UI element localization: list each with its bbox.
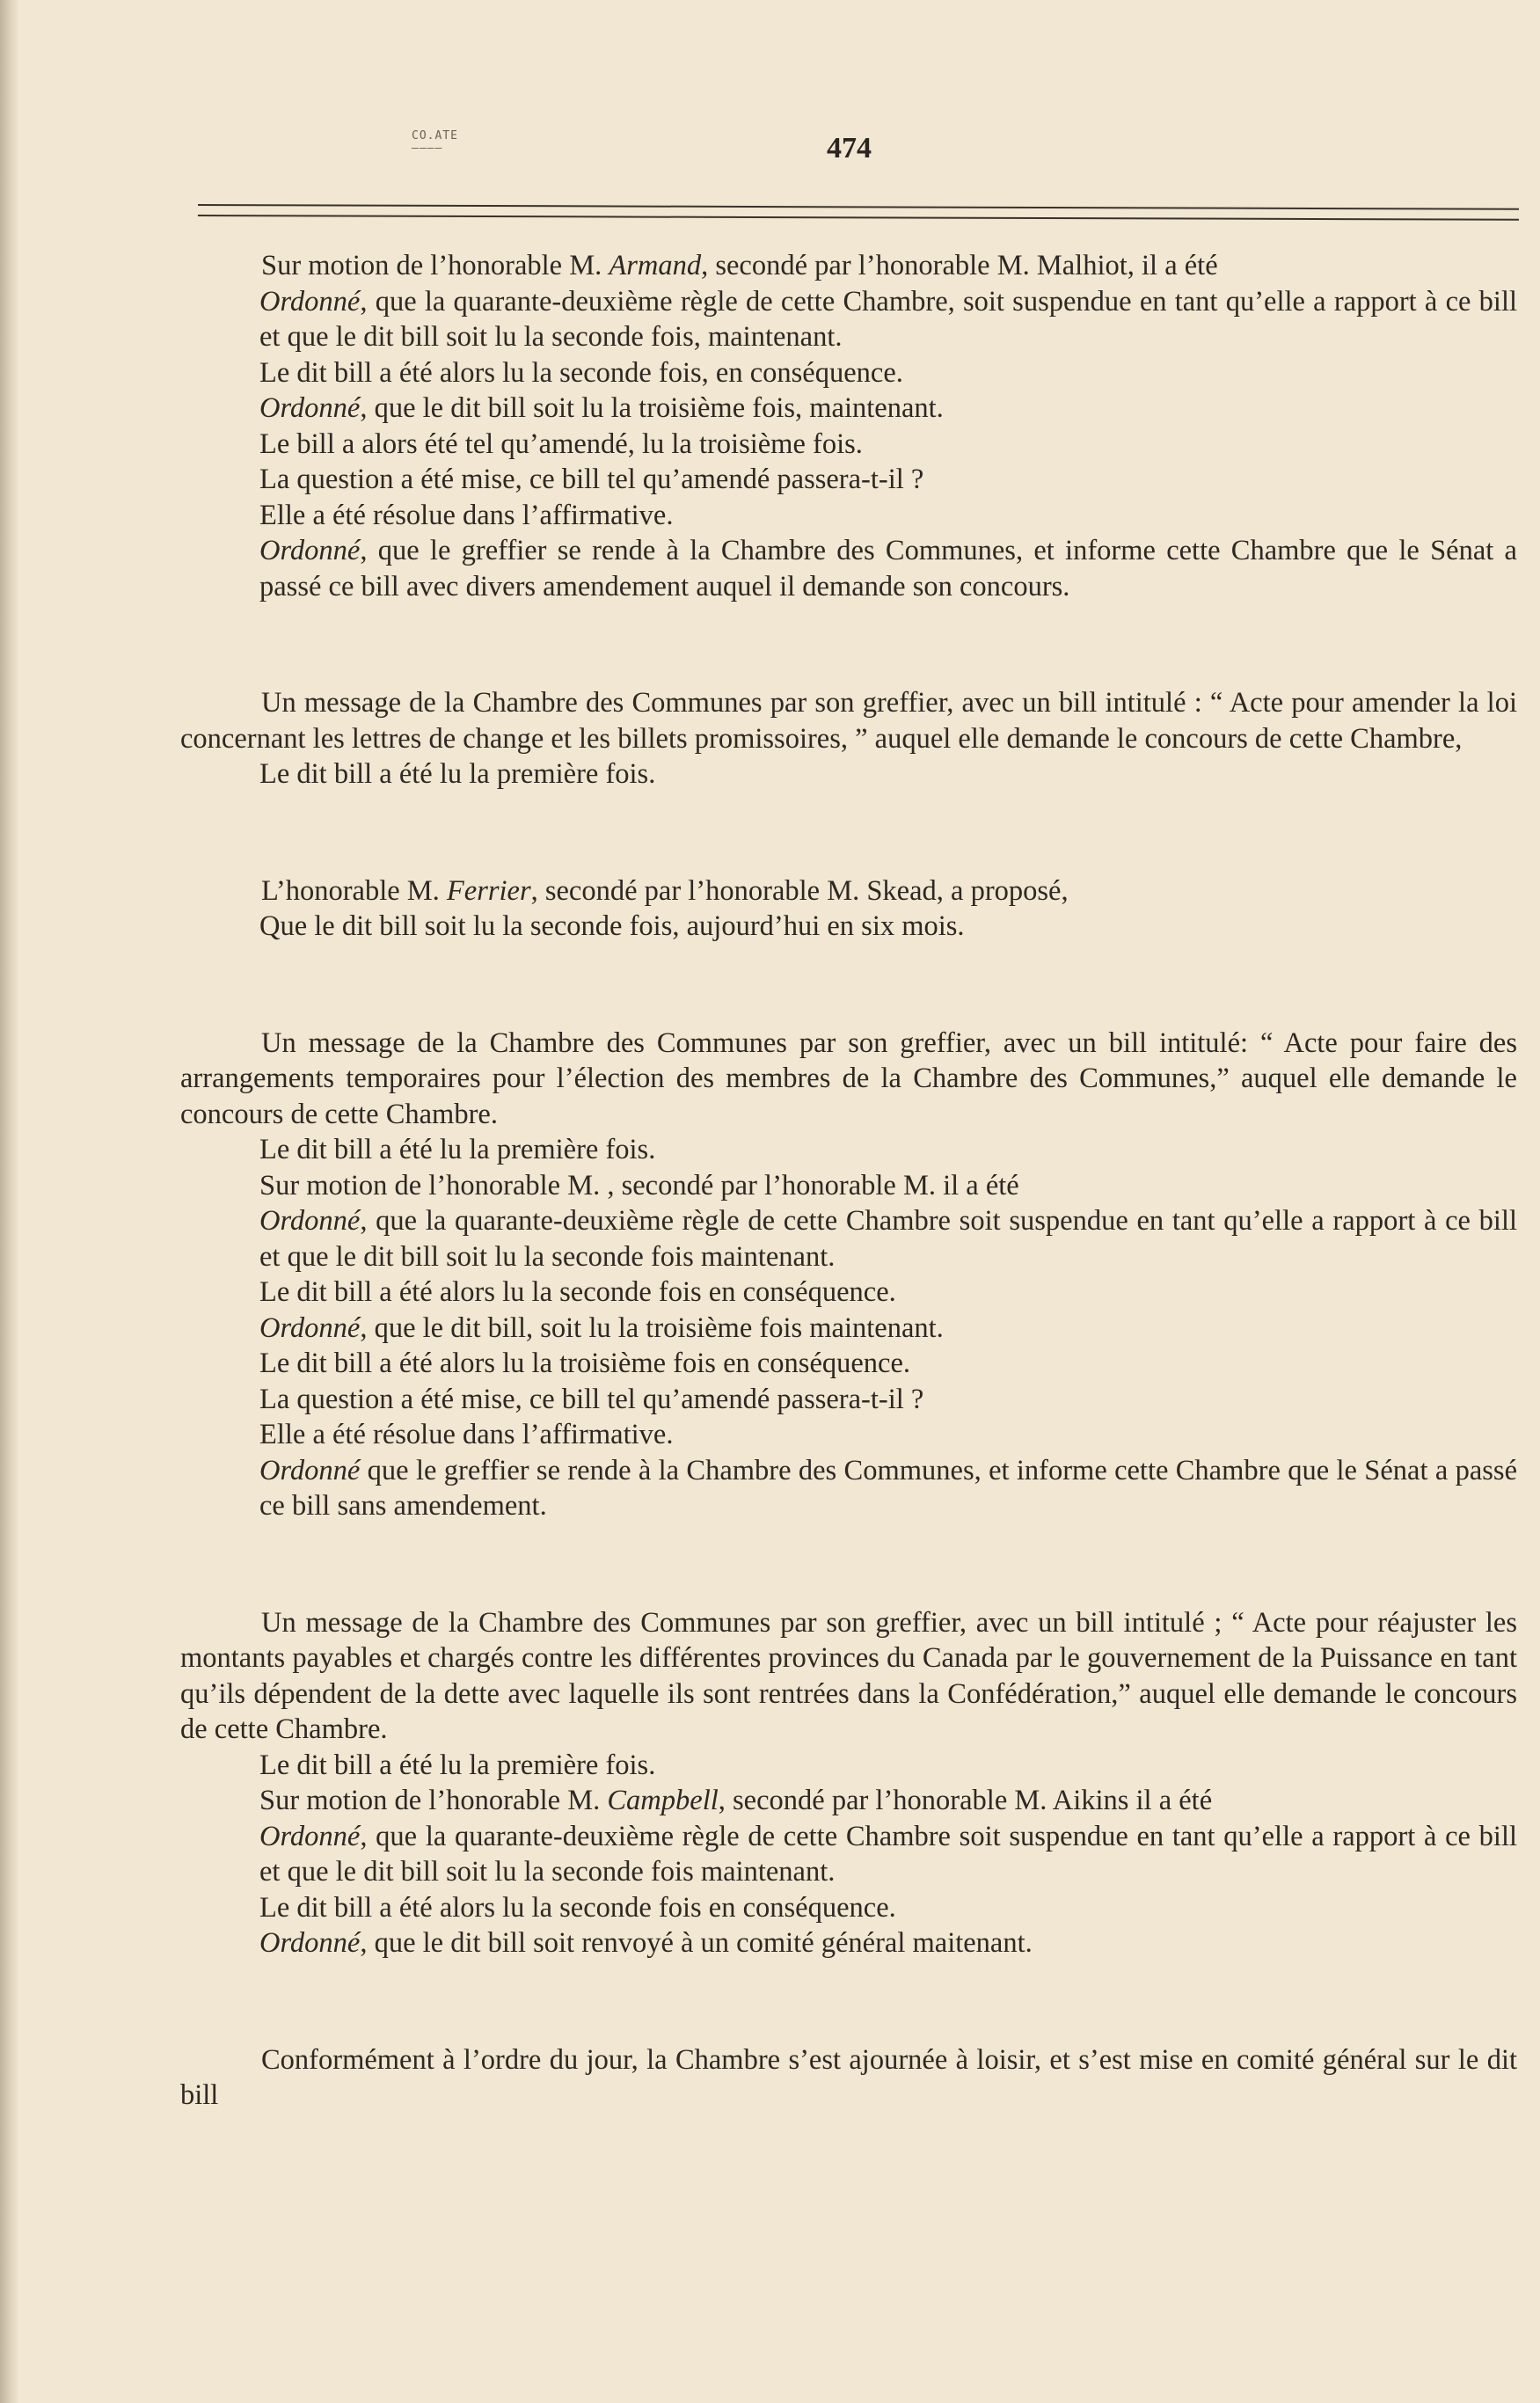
paragraph-text: Un message de la Chambre des Communes par son greffier, avec un bill intitulé : “ Acte pour amender la loi concernant les lettres de change et les billets promissoires, ” auquel elle demande le concours de cette Chambre, xyxy=(180,687,1517,755)
entry-paragraph xyxy=(180,1925,1517,1961)
entry-paragraph xyxy=(180,1748,1517,1784)
page-body xyxy=(180,248,1517,2195)
entry-paragraph xyxy=(180,284,1517,355)
entry-paragraph xyxy=(180,1417,1517,1453)
entry-paragraph xyxy=(180,1382,1517,1418)
italic-term: Ordonné xyxy=(259,1311,361,1344)
page-number: 474 xyxy=(827,132,872,164)
library-stamp xyxy=(412,130,482,167)
entry-paragraph xyxy=(180,462,1517,498)
entry-paragraph xyxy=(180,498,1517,534)
paragraph-text: Le dit bill a été alors lu la seconde fois, en conséquence. xyxy=(259,356,903,389)
italic-term: Ferrier xyxy=(446,874,531,907)
paragraph-text: Elle a été résolue dans l’affirmative. xyxy=(259,1419,674,1450)
italic-term: Ordonné xyxy=(259,285,361,318)
entry-paragraph xyxy=(180,873,1517,909)
entry-paragraph xyxy=(180,909,1517,945)
paragraph-text: , que le greffier se rende à la Chambre des Communes, et informe cette Chambre que le Sénat a passé ce bill avec divers amendement auquel il demande son concours. xyxy=(259,535,1517,603)
entry-paragraph xyxy=(180,248,1517,284)
paragraph-text: , que le dit bill soit lu la troisième fois, maintenant. xyxy=(360,392,944,424)
entry-paragraph xyxy=(180,355,1517,391)
paragraph-text: , que la quarante-deuxième règle de cette Chambre soit suspendue en tant qu’elle a rapport à ce bill et que le dit bill soit lu la seconde fois maintenant. xyxy=(259,1205,1517,1273)
paragraph-text: L’honorable M. xyxy=(261,874,447,907)
paragraph-text: , secondé par l’honorable M. Skead, a proposé, xyxy=(530,874,1069,907)
entry-paragraph xyxy=(180,533,1517,604)
paragraph-text: Conformément à l’ordre du jour, la Chambre s’est ajournée à loisir, et s’est mise en comité général sur le dit bill xyxy=(180,2043,1517,2111)
italic-term: Campbell xyxy=(607,1785,719,1816)
paragraph-text: Que le dit bill soit lu la seconde fois, aujourd’hui en six mois. xyxy=(259,910,965,942)
paragraph-text: Un message de la Chambre des Communes par son greffier, avec un bill intitulé ; “ Acte pour réajuster les montants payables et chargés contre les différentes provinces du Canada par le gouvernement de la Puissance en tant qu’ils dépendent de la dette avec laquelle ils sont rentrées dans la Confédération,” auquel elle demande le concours de cette Chambre. xyxy=(180,1606,1517,1745)
entry-block xyxy=(180,2042,1517,2114)
page-spine-shadow xyxy=(0,0,19,2403)
paragraph-text: Sur motion de l’honorable M. xyxy=(261,250,609,281)
italic-term: Ordonné xyxy=(259,1820,361,1852)
entry-paragraph xyxy=(180,1275,1517,1311)
paragraph-text: Elle a été résolue dans l’affirmative. xyxy=(259,499,674,531)
italic-term: Ordonné xyxy=(259,1927,361,1959)
paragraph-text: La question a été mise, ce bill tel qu’amendé passera-t-il ? xyxy=(259,1383,924,1415)
entry-paragraph xyxy=(180,2042,1517,2114)
paragraph-text: , secondé par l’honorable M. Aikins il a été xyxy=(718,1785,1213,1816)
entry-paragraph xyxy=(180,1203,1517,1275)
italic-term: Ordonné xyxy=(259,535,361,566)
paragraph-text: Sur motion de l’honorable M. xyxy=(259,1785,608,1816)
entry-paragraph xyxy=(180,1168,1517,1204)
italic-term: Ordonné xyxy=(259,392,361,424)
paragraph-text: Sur motion de l’honorable M. , secondé par l’honorable M. il a été xyxy=(259,1169,1019,1202)
paragraph-text: Le dit bill a été alors lu la seconde fois en conséquence. xyxy=(259,1891,896,1924)
italic-term: Ordonné xyxy=(259,1454,361,1486)
italic-term: Ordonné xyxy=(259,1205,361,1237)
entry-paragraph xyxy=(180,1605,1517,1748)
paragraph-text: Le dit bill a été alors lu la seconde fois en conséquence. xyxy=(259,1276,896,1308)
paragraph-text: Le dit bill a été alors lu la troisième fois en conséquence. xyxy=(259,1348,911,1379)
entry-block xyxy=(180,1605,1517,1961)
paragraph-text: que le greffier se rende à la Chambre des Communes, et informe cette Chambre que le Sénat a passé ce bill sans amendement. xyxy=(259,1454,1517,1522)
paragraph-text: , secondé par l’honorable M. Malhiot, il a été xyxy=(701,250,1218,281)
paragraph-text: Le bill a alors été tel qu’amendé, lu la troisième fois. xyxy=(259,427,863,460)
entry-block xyxy=(180,685,1517,792)
paragraph-text: , que la quarante-deuxième règle de cette Chambre soit suspendue en tant qu’elle a rapport à ce bill et que le dit bill soit lu la seconde fois maintenant. xyxy=(259,1820,1517,1888)
header-double-rule xyxy=(198,204,1519,221)
italic-term: Armand xyxy=(609,250,702,281)
paragraph-text: Le dit bill a été lu la première fois. xyxy=(259,1134,656,1165)
entry-paragraph xyxy=(180,427,1517,463)
paragraph-text: Le dit bill a été lu la première fois. xyxy=(259,1749,656,1781)
paragraph-text: , que le dit bill, soit lu la troisième fois maintenant. xyxy=(360,1311,944,1344)
paragraph-text: , que le dit bill soit renvoyé à un comité général maitenant. xyxy=(360,1927,1033,1959)
paragraph-text: La question a été mise, ce bill tel qu’amendé passera-t-il ? xyxy=(259,464,924,495)
stamp-text: CO.ATE ———— xyxy=(412,129,458,155)
entry-block xyxy=(180,873,1517,945)
paragraph-text: Un message de la Chambre des Communes par son greffier, avec un bill intitulé: “ Acte pour faire des arrangements temporaires pour l’élection des membres de la Chambre des Communes,” auquel elle demande le concours de cette Chambre. xyxy=(180,1026,1517,1130)
entry-paragraph xyxy=(180,1453,1517,1524)
entry-paragraph xyxy=(180,1783,1517,1819)
entry-paragraph xyxy=(180,1132,1517,1168)
entry-paragraph xyxy=(180,1026,1517,1133)
entry-paragraph xyxy=(180,1311,1517,1347)
paragraph-text: Le dit bill a été lu la première fois. xyxy=(259,758,656,790)
entry-paragraph xyxy=(180,1346,1517,1382)
entry-paragraph xyxy=(180,685,1517,756)
entry-paragraph xyxy=(180,391,1517,427)
entry-paragraph xyxy=(180,756,1517,792)
entry-block xyxy=(180,1026,1517,1524)
entry-paragraph xyxy=(180,1890,1517,1926)
entry-block xyxy=(180,248,1517,604)
entry-paragraph xyxy=(180,1819,1517,1890)
paragraph-text: , que la quarante-deuxième règle de cette Chambre, soit suspendue en tant qu’elle a rapport à ce bill et que le dit bill soit lu la seconde fois, maintenant. xyxy=(259,285,1517,353)
